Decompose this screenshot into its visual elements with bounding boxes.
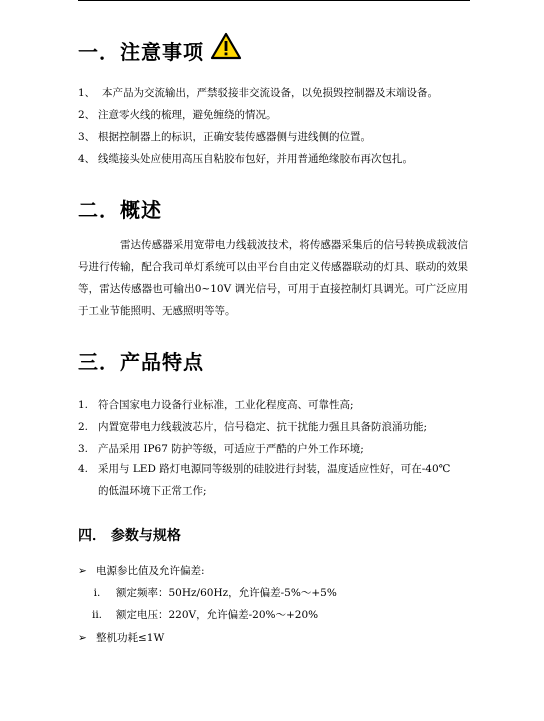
list-item: 1. 符合国家电力设备行业标准，工业化程度高、可靠性高;	[78, 399, 354, 411]
list-item: 2. 内置宽带电力线载波芯片，信号稳定、抗干扰能力强且具备防浪涌功能;	[78, 421, 428, 433]
warning-icon	[210, 32, 242, 60]
bullet-item: ➢ 整机功耗≤1W	[78, 632, 165, 644]
section-2-title: 二．概述	[78, 198, 162, 222]
list-item: 4. 采用与 LED 路灯电源同等级别的硅胶进行封装，温度适应性好，可在-40℃ 的低温环境下正常工作;	[78, 458, 468, 502]
list-item: 1、 本产品为交流输出，严禁驳接非交流设备，以免损毁控制器及末端设备。	[78, 87, 438, 99]
section-3-title: 三．产品特点	[78, 350, 204, 374]
top-rule	[78, 0, 470, 1]
section-1-title: 一．注意事项	[78, 40, 204, 64]
arrow-bullet-icon: ➢	[78, 565, 87, 577]
list-item: 2、 注意零火线的梳理，避免缠绕的情况。	[78, 109, 277, 121]
overview-paragraph: 雷达传感器采用宽带电力线载波技术，将传感器采集后的信号转换成载波信号进行传输，配合我司单灯系统可以由平台自由定义传感器联动的灯具、联动的效果等，雷达传感器也可输出0~10V 调光信号，可用于直接控制灯具调光。可广泛应用于工业节能照明、无感照明等等。	[78, 239, 468, 317]
arrow-bullet-icon: ➢	[78, 632, 87, 644]
list-item-continuation: 的低温环境下正常工作;	[98, 485, 207, 497]
list-item: 3、 根据控制器上的标识，正确安装传感器侧与进线侧的位置。	[78, 131, 371, 143]
list-item: 4、 线缆接头处应使用高压自粘胶布包好，并用普通绝缘胶布再次包扎。	[78, 153, 413, 165]
list-item: 3. 产品采用 IP67 防护等级，可适应于严酷的户外工作环境;	[78, 443, 364, 455]
sub-item: ii. 额定电压：220V，允许偏差-20%～+20%	[91, 609, 319, 621]
section-4-title: 四． 参数与规格	[78, 528, 181, 544]
bullet-item: ➢ 电源参比值及允许偏差:	[78, 565, 205, 577]
sub-item: i. 额定频率：50Hz/60Hz，允许偏差-5%～+5%	[93, 587, 337, 599]
